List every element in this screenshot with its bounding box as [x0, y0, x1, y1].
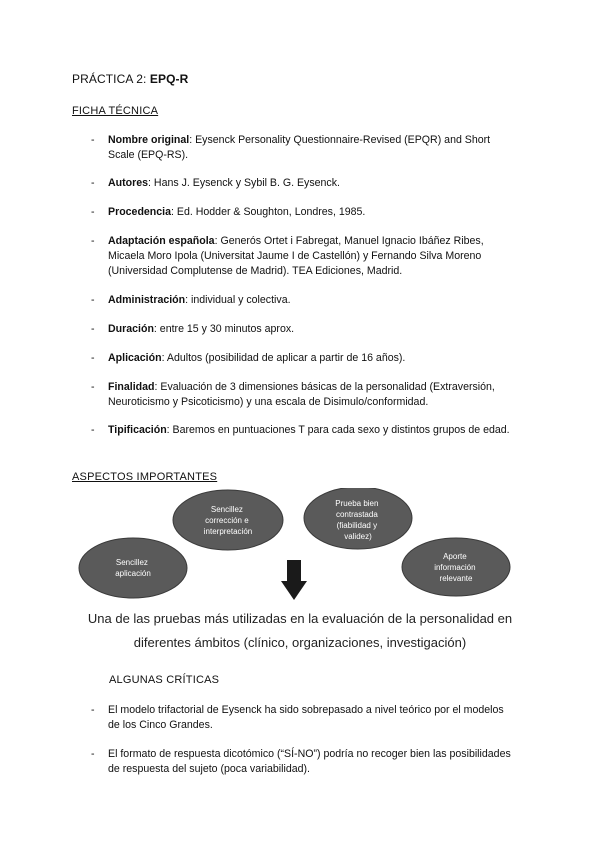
ficha-item-text: : Generós Ortet i Fabregat, Manuel Ignacio Ibáñez Ribes, Micaela Moro Ipola (Universitat Jaume I de Castellón) y Fernando Silva Moreno (Universidad Complutense de Madrid). TEA Ediciones, Madrid.: [108, 235, 484, 277]
ficha-item-duracion: [91, 322, 511, 337]
ficha-item-text: : Adultos (posibilidad de aplicar a partir de 16 años).: [161, 352, 406, 364]
ficha-item-label: Autores: [108, 177, 149, 189]
ficha-item-tipificacion: [91, 423, 511, 438]
bubble-text-line: Sencillez: [115, 558, 148, 567]
title-prefix: PRÁCTICA 2:: [72, 72, 150, 86]
bubble-text-line: relevante: [439, 574, 473, 583]
criticas-list: [91, 703, 511, 777]
list-dash: -: [91, 323, 95, 335]
bubble-text-line: Sencillez: [210, 505, 243, 514]
critica-text: El formato de respuesta dicotómico (“SÍ-NO”) podría no recoger bien las posibilidades de respuesta del sujeto (poca variabilidad).: [108, 748, 511, 775]
bubble-text-line: validez): [344, 532, 372, 541]
diagram-conclusion-line: Una de las pruebas más utilizadas en la evaluación de la personalidad en: [87, 611, 513, 626]
bubble-text-line: (fiabilidad y: [336, 521, 378, 530]
list-dash: -: [91, 235, 95, 247]
algunas-criticas-heading: ALGUNAS CRÍTICAS: [109, 674, 220, 686]
bubble-prueba-contrastada: [304, 488, 412, 549]
ficha-item-label: Duración: [108, 323, 154, 335]
diagram-conclusion: [0, 609, 600, 653]
ficha-item-administracion: [91, 293, 511, 308]
critica-item: [91, 747, 511, 777]
ficha-item-label: Adaptación española: [108, 235, 215, 247]
ficha-tecnica-list: [91, 133, 511, 438]
bubble-text-line: contrastada: [335, 510, 378, 519]
ficha-item-autores: [91, 176, 511, 191]
critica-item: [91, 703, 511, 733]
ficha-item-label: Administración: [108, 294, 186, 306]
ficha-item-finalidad: [91, 380, 511, 410]
list-dash: -: [91, 177, 95, 189]
ficha-item-text: : Eysenck Personality Questionnaire-Revised (EPQR) and Short Scale (EPQ-RS).: [108, 134, 491, 161]
list-dash: -: [91, 206, 95, 218]
svg-text:Sencillez corrección e: [204, 505, 252, 536]
ficha-item-nombre-original: [91, 133, 511, 163]
bubble-text-line: aplicación: [115, 569, 151, 578]
bubble-text-line: información: [434, 563, 476, 572]
aspectos-importantes-heading: ASPECTOS IMPORTANTES: [72, 471, 218, 483]
ficha-item-text: : entre 15 y 30 minutos aprox.: [153, 323, 295, 335]
list-dash: -: [91, 294, 95, 306]
ficha-item-label: Procedencia: [108, 206, 172, 218]
ficha-item-label: Finalidad: [108, 381, 155, 393]
bubble-aporte-informacion: [402, 538, 510, 596]
bubble-sencillez-correccion: [173, 490, 283, 550]
bubble-text-line: interpretación: [203, 527, 253, 536]
ficha-item-text: : Baremos en puntuaciones T para cada sexo y distintos grupos de edad.: [166, 424, 510, 436]
ficha-item-text: : Hans J. Eysenck y Sybil B. G. Eysenck.: [148, 177, 340, 189]
critica-text: El modelo trifactorial de Eysenck ha sido sobrepasado a nivel teórico por el modelos de los Cinco Grandes.: [108, 704, 504, 731]
ficha-item-text: : Evaluación de 3 dimensiones básicas de la personalidad (Extraversión, Neuroticismo y Psicoticismo) y una escala de Disimulo/conformidad.: [108, 381, 495, 408]
ficha-tecnica-heading: FICHA TÉCNICA: [72, 105, 159, 117]
list-dash: -: [91, 134, 95, 146]
ficha-item-adaptacion: [91, 234, 511, 279]
bubble-text-line: Prueba bien: [335, 499, 379, 508]
ficha-item-aplicacion: [91, 351, 511, 366]
list-dash: -: [91, 704, 95, 716]
list-dash: -: [91, 381, 95, 393]
ficha-item-label: Tipificación: [108, 424, 167, 436]
bubble-sencillez-aplicacion: [79, 538, 187, 598]
ficha-item-label: Nombre original: [108, 134, 190, 146]
ficha-item-text: : Ed. Hodder & Soughton, Londres, 1985.: [171, 206, 366, 218]
bubble-text-line: Aporte: [443, 552, 467, 561]
title-test-name: EPQ-R: [149, 72, 189, 86]
ficha-item-label: Aplicación: [108, 352, 162, 364]
bubble-text-line: corrección e: [205, 516, 249, 525]
page-title: [72, 72, 188, 86]
arrow-down-icon: [281, 560, 307, 600]
diagram-conclusion-line: diferentes ámbitos (clínico, organizaciones, investigación): [133, 635, 467, 650]
list-dash: -: [91, 424, 95, 436]
ficha-item-procedencia: [91, 205, 511, 220]
list-dash: -: [91, 748, 95, 760]
ficha-item-text: : individual y colectiva.: [185, 294, 291, 306]
aspectos-diagram: [0, 488, 600, 608]
list-dash: -: [91, 352, 95, 364]
